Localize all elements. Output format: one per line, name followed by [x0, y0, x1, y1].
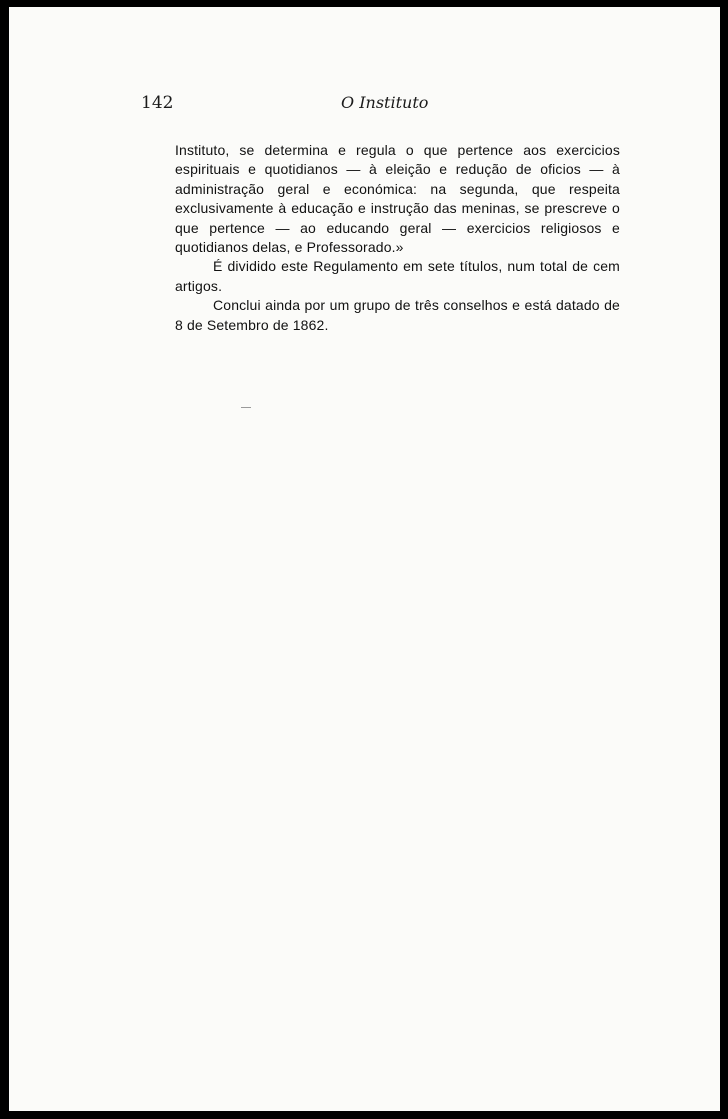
running-title: O Instituto: [341, 93, 429, 112]
book-page: [9, 7, 720, 1111]
stray-mark: [241, 407, 251, 408]
paragraph-regulamento: É dividido este Regulamento em sete títulos, num total de cem artigos.: [175, 258, 620, 294]
paragraph-continuation: Instituto, se determina e regula o que pertence aos exercicios espirituais e quotidianos — à eleição e redução de oficios — à administração geral e económica: na segunda, que respeita exclusivamente à educação e instrução das meninas, se prescreve o que pertence — ao educando geral — exercicios religiosos e quotidianos delas, e Professorado.»: [175, 142, 620, 256]
running-head: [141, 93, 621, 117]
paragraph-conclusion: Conclui ainda por um grupo de três conselhos e está datado de 8 de Setembro de 1862.: [175, 297, 620, 333]
page-number: 142: [141, 93, 174, 113]
body-text: [175, 141, 620, 335]
